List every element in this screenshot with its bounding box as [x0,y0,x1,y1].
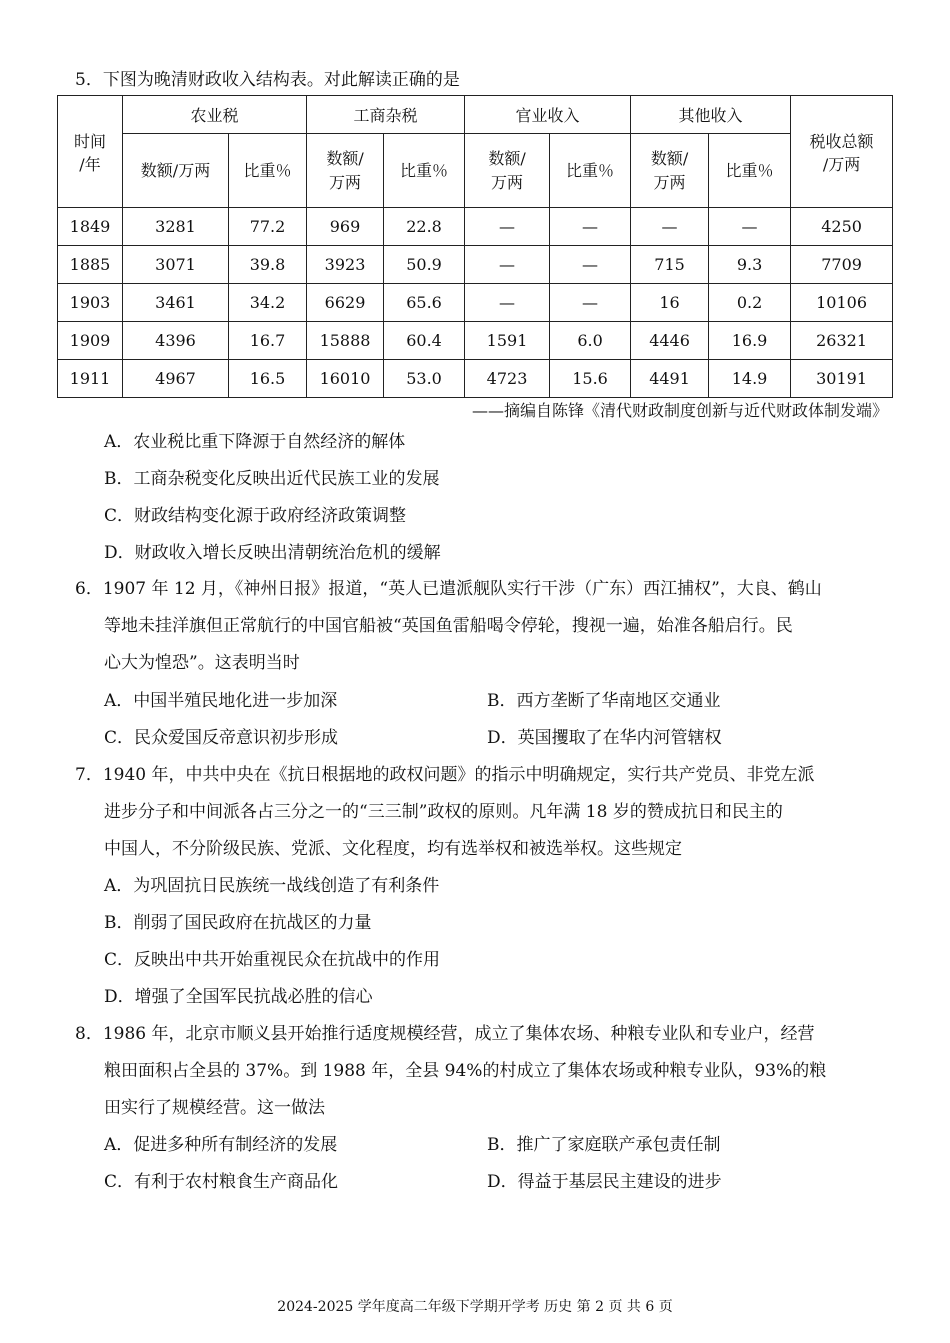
table-cell: 30191 [791,360,893,398]
subheader-amount: 数额/ 万两 [465,134,550,208]
table-cell: — [631,208,709,246]
table-cell: 53.0 [384,360,465,398]
subheader-ratio: 比重％ [384,134,465,208]
subheader-ratio: 比重％ [229,134,307,208]
table-cell: 715 [631,246,709,284]
table-cell: 3071 [123,246,229,284]
q7-option-c: C．反映出中共开始重视民众在抗战中的作用 [104,950,441,970]
q6-option-d: D．英国攫取了在华内河管辖权 [487,728,722,748]
q7-stem-line: 进步分子和中间派各占三分之一的“三三制”政权的原则。凡年满 18 岁的赞成抗日和民主的 [104,802,783,822]
table-cell: — [550,246,631,284]
table-cell: — [465,246,550,284]
q8-option-c: C．有利于农村粮食生产商品化 [104,1172,339,1192]
table-cell: 1591 [465,322,550,360]
table-cell: 4250 [791,208,893,246]
table-cell: 1903 [58,284,123,322]
subheader-ratio: 比重％ [550,134,631,208]
header-agri-tax: 农业税 [123,96,307,134]
q7-option-b: B．削弱了国民政府在抗战区的力量 [104,913,372,933]
subheader-ratio: 比重％ [709,134,791,208]
q7-option-a: A．为巩固抗日民族统一战线创造了有利条件 [104,876,440,896]
q8-option-a: A．促进多种所有制经济的发展 [104,1135,338,1155]
table-cell: 4491 [631,360,709,398]
table-cell: 14.9 [709,360,791,398]
header-other-income: 其他收入 [631,96,791,134]
table-cell: 16.5 [229,360,307,398]
subheader-amount: 数额/万两 [123,134,229,208]
table-cell: 50.9 [384,246,465,284]
q5-option-d: D．财政收入增长反映出清朝统治危机的缓解 [104,543,441,563]
table-cell: 6.0 [550,322,631,360]
table-cell: 3923 [307,246,384,284]
header-total: 税收总额 /万两 [791,96,893,208]
table-cell: 77.2 [229,208,307,246]
q8-option-d: D．得益于基层民主建设的进步 [487,1172,722,1192]
table-row [58,284,893,322]
header-time: 时间 /年 [58,96,123,208]
table-cell: 4396 [123,322,229,360]
table-cell: 1911 [58,360,123,398]
table-cell: 15.6 [550,360,631,398]
table-cell: 4967 [123,360,229,398]
table-cell: 60.4 [384,322,465,360]
q6-option-c: C．民众爱国反帝意识初步形成 [104,728,339,748]
table-row [58,208,893,246]
table-cell: 3461 [123,284,229,322]
q5-option-b: B．工商杂税变化反映出近代民族工业的发展 [104,469,440,489]
q5-stem: 5．下图为晚清财政收入结构表。对此解读正确的是 [75,70,460,90]
header-commerce-tax: 工商杂税 [307,96,465,134]
q7-stem-line: 中国人，不分阶级民族、党派、文化程度，均有选举权和被选举权。这些规定 [104,839,682,859]
header-official-income: 官业收入 [465,96,631,134]
q5-option-a: A．农业税比重下降源于自然经济的解体 [104,432,406,452]
table-cell: 16.7 [229,322,307,360]
q7-stem-line: 7．1940 年，中共中央在《抗日根据地的政权问题》的指示中明确规定，实行共产党员、非党左派 [75,765,815,785]
q8-stem-line: 粮田面积占全县的 37%。到 1988 年，全县 94%的村成立了集体农场或种粮专业队，93%的粮 [104,1061,827,1081]
table-cell: 6629 [307,284,384,322]
table-cell: — [465,208,550,246]
table-cell: 969 [307,208,384,246]
q7-option-d: D．增强了全国军民抗战必胜的信心 [104,987,373,1007]
table-cell: 7709 [791,246,893,284]
table-cell: 16010 [307,360,384,398]
table-cell: 4723 [465,360,550,398]
table-row [58,246,893,284]
q8-stem-line: 田实行了规模经营。这一做法 [104,1098,325,1118]
table-cell: 65.6 [384,284,465,322]
table-cell: 4446 [631,322,709,360]
q8-stem-line: 8．1986 年，北京市顺义县开始推行适度规模经营，成立了集体农场、种粮专业队和专业户，经营 [75,1024,815,1044]
table-cell: 16 [631,284,709,322]
q6-stem-line: 等地未挂洋旗但正常航行的中国官船被“英国鱼雷船喝令停轮，搜视一遍，始准各船启行。民 [104,616,793,636]
subheader-amount: 数额/ 万两 [631,134,709,208]
q6-option-b: B．西方垄断了华南地区交通业 [487,691,721,711]
q6-stem-line: 心大为惶恐”。这表明当时 [104,653,300,673]
table-cell: 15888 [307,322,384,360]
table-cell: 26321 [791,322,893,360]
table-cell: 22.8 [384,208,465,246]
table-cell: — [709,208,791,246]
table-cell: 10106 [791,284,893,322]
subheader-amount: 数额/ 万两 [307,134,384,208]
table-cell: — [465,284,550,322]
table-cell: 1909 [58,322,123,360]
table-cell: 1885 [58,246,123,284]
table-cell: 9.3 [709,246,791,284]
table-cell: 0.2 [709,284,791,322]
table-cell: 1849 [58,208,123,246]
table-row [58,360,893,398]
table-cell: 16.9 [709,322,791,360]
q6-option-a: A．中国半殖民地化进一步加深 [104,691,338,711]
table-cell: 39.8 [229,246,307,284]
table-row [58,322,893,360]
q5-option-c: C．财政结构变化源于政府经济政策调整 [104,506,407,526]
q8-option-b: B．推广了家庭联产承包责任制 [487,1135,721,1155]
q6-stem-line: 6．1907 年 12 月，《神州日报》报道，“英人已遣派舰队实行干涉（广东）西江捕权”，大良、鹤山 [75,579,822,599]
table-cell: 34.2 [229,284,307,322]
table-cell: — [550,208,631,246]
table-cell: 3281 [123,208,229,246]
fiscal-table [57,95,893,398]
table-source: ——摘编自陈锋《清代财政制度创新与近代财政体制发端》 [471,401,888,420]
page-footer: 2024-2025 学年度高二年级下学期开学考 历史 第 2 页 共 6 页 [277,1299,673,1315]
table-cell: — [550,284,631,322]
